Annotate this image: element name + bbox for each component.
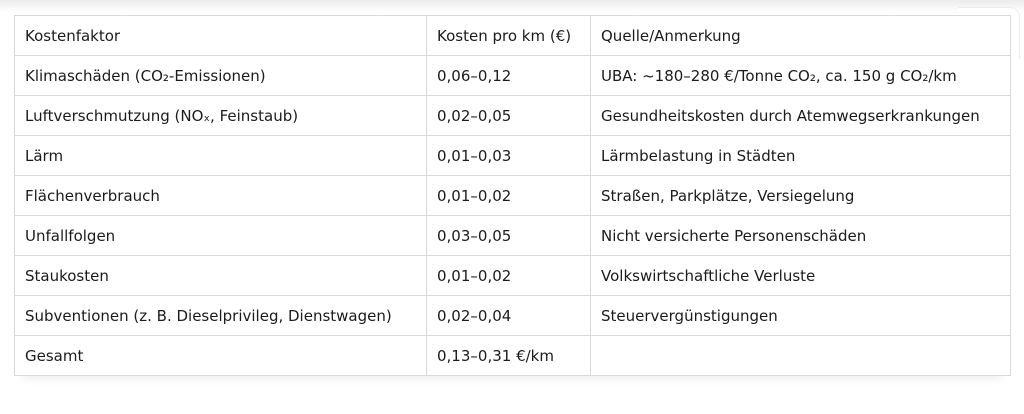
- table-row: [15, 136, 1011, 176]
- table-cell: 0,02–0,05: [427, 96, 591, 136]
- column-header-kostenfaktor: Kostenfaktor: [15, 16, 427, 56]
- top-shade: [0, 0, 1024, 12]
- column-header-kosten-pro-km: Kosten pro km (€): [427, 16, 591, 56]
- table-row: [15, 96, 1011, 136]
- table-cell: Unfallfolgen: [15, 216, 427, 256]
- table-cell: Gesundheitskosten durch Atemwegserkrankungen: [591, 96, 1011, 136]
- table-cell: 0,06–0,12: [427, 56, 591, 96]
- table-cell: Volkswirtschaftliche Verluste: [591, 256, 1011, 296]
- table-cell: Flächenverbrauch: [15, 176, 427, 216]
- table-cell: Klimaschäden (CO₂-Emissionen): [15, 56, 427, 96]
- table-cell: Lärm: [15, 136, 427, 176]
- table-cell: Straßen, Parkplätze, Versiegelung: [591, 176, 1011, 216]
- table-row: [15, 296, 1011, 336]
- cost-table: [14, 15, 1011, 376]
- table-cell: Luftverschmutzung (NOₓ, Feinstaub): [15, 96, 427, 136]
- table-cell: Lärmbelastung in Städten: [591, 136, 1011, 176]
- table-row: [15, 176, 1011, 216]
- table-cell: Subventionen (z. B. Dieselprivileg, Dienstwagen): [15, 296, 427, 336]
- table-cell: Staukosten: [15, 256, 427, 296]
- table-cell: 0,01–0,02: [427, 176, 591, 216]
- column-header-quelle-anmerkung: Quelle/Anmerkung: [591, 16, 1011, 56]
- table-cell: UBA: ~180–280 €/Tonne CO₂, ca. 150 g CO₂/km: [591, 56, 1011, 96]
- table-row: [15, 256, 1011, 296]
- table-cell: [591, 336, 1011, 376]
- cost-table-container: [14, 15, 1010, 376]
- table-row: [15, 336, 1011, 376]
- table-cell: Gesamt: [15, 336, 427, 376]
- table-row: [15, 216, 1011, 256]
- table-header-row: [15, 16, 1011, 56]
- table-cell: 0,01–0,02: [427, 256, 591, 296]
- table-cell: 0,01–0,03: [427, 136, 591, 176]
- table-body: [15, 56, 1011, 376]
- table-cell: Steuervergünstigungen: [591, 296, 1011, 336]
- table-cell: 0,13–0,31 €/km: [427, 336, 591, 376]
- table-cell: Nicht versicherte Personenschäden: [591, 216, 1011, 256]
- table-row: [15, 56, 1011, 96]
- table-cell: 0,02–0,04: [427, 296, 591, 336]
- table-cell: 0,03–0,05: [427, 216, 591, 256]
